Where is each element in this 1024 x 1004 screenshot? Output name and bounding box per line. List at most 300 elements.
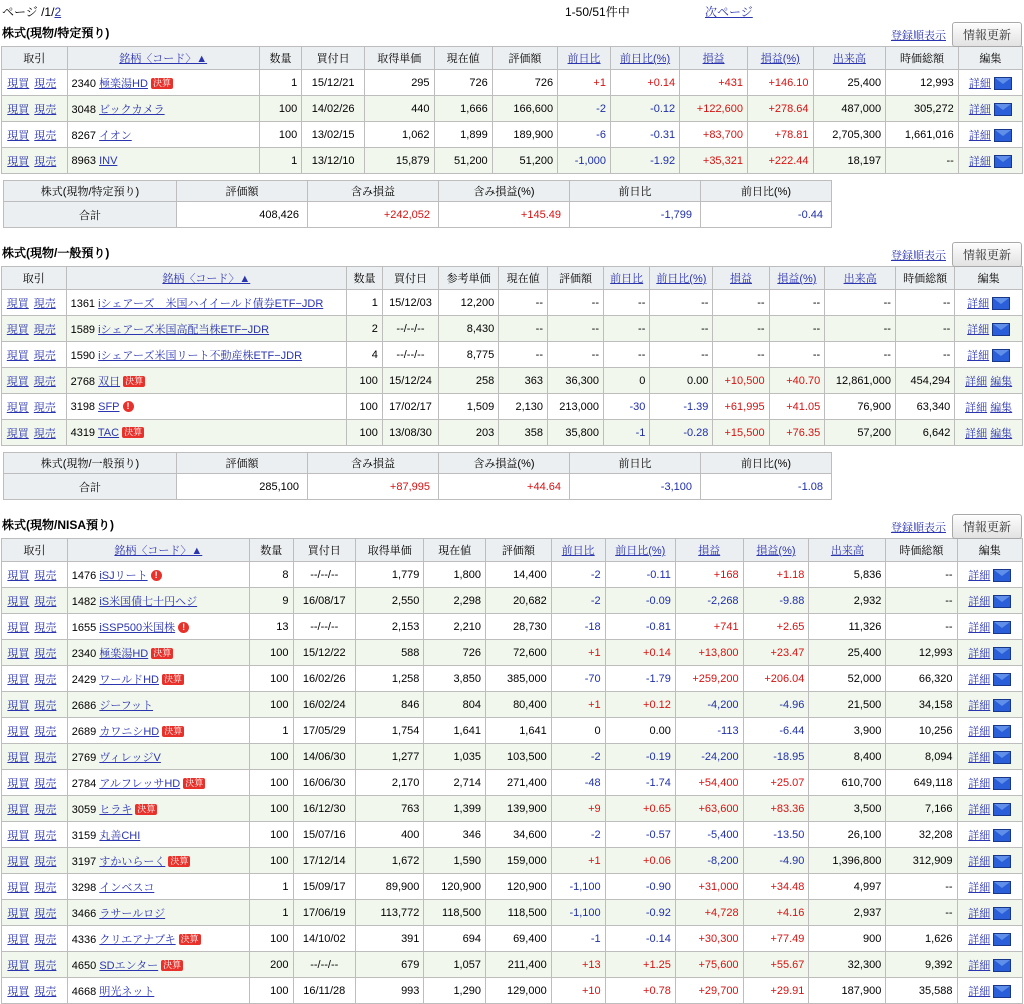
- unit-price-cell: 2,153: [356, 614, 424, 640]
- mail-icon[interactable]: [993, 777, 1011, 790]
- edit-cell: [957, 614, 1022, 640]
- pl-pct-cell: --: [769, 290, 825, 316]
- col-plp[interactable]: [769, 267, 825, 290]
- trade-cell: [2, 692, 68, 718]
- summary-col-val: 評価額: [177, 453, 308, 474]
- stock-name-link[interactable]: 明光ネット: [99, 985, 155, 998]
- market-cap-cell: 6,642: [895, 420, 954, 446]
- market-cap-cell: 34,158: [886, 692, 957, 718]
- pl-pct-cell: --: [769, 316, 825, 342]
- col-name-link[interactable]: 銘柄〈コード〉▲: [162, 273, 251, 285]
- qty-cell: 100: [249, 770, 293, 796]
- detail-link[interactable]: 詳細: [968, 77, 991, 90]
- edit-cell: [958, 96, 1022, 122]
- sell-link[interactable]: 現売: [34, 569, 57, 582]
- col-plp-link[interactable]: 損益(%): [777, 273, 817, 285]
- detail-link[interactable]: 詳細: [968, 647, 991, 660]
- purchase-date-cell: 13/08/30: [382, 420, 438, 446]
- register-order-link-1[interactable]: 登録順表示: [890, 29, 946, 42]
- col-vol[interactable]: [813, 47, 886, 70]
- stock-name-link[interactable]: ワールドHD: [99, 673, 159, 686]
- market-cap-cell: 10,256: [886, 718, 957, 744]
- sell-link[interactable]: 現売: [34, 699, 57, 712]
- col-plp[interactable]: [747, 47, 813, 70]
- buy-link[interactable]: 現買: [7, 595, 30, 608]
- sell-link[interactable]: 現売: [33, 401, 56, 414]
- sell-link[interactable]: 現売: [33, 427, 56, 440]
- table-row: [2, 148, 1023, 174]
- stock-code: 1476: [71, 569, 100, 582]
- stock-code: 3198: [70, 400, 99, 413]
- sell-link[interactable]: 現売: [34, 77, 57, 90]
- buy-link[interactable]: 現買: [7, 855, 30, 868]
- detail-link[interactable]: 詳細: [968, 569, 991, 582]
- mail-icon[interactable]: [994, 129, 1012, 142]
- stock-name-link[interactable]: iSSP500米国株: [99, 621, 176, 634]
- table-row: [2, 588, 1023, 614]
- stock-name-link[interactable]: iSJリート: [99, 569, 148, 582]
- col-name-link[interactable]: 銘柄〈コード〉▲: [119, 53, 208, 65]
- refresh-button-3[interactable]: 情報更新: [952, 514, 1022, 539]
- table-row: [2, 420, 1023, 446]
- buy-link[interactable]: 現買: [7, 647, 30, 660]
- mail-icon[interactable]: [993, 855, 1011, 868]
- purchase-date-cell: 16/02/26: [293, 666, 355, 692]
- edit-link[interactable]: 編集: [990, 375, 1013, 388]
- buy-link[interactable]: 現買: [7, 907, 30, 920]
- table-row: [2, 796, 1023, 822]
- refresh-button-2[interactable]: 情報更新: [952, 242, 1022, 267]
- pl-pct-cell: +41.05: [769, 394, 825, 420]
- col-name-link[interactable]: 銘柄〈コード〉▲: [114, 545, 203, 557]
- trade-cell: [2, 848, 68, 874]
- edit-cell: [957, 744, 1022, 770]
- buy-link[interactable]: 現買: [7, 803, 30, 816]
- sell-link[interactable]: 現売: [34, 829, 57, 842]
- valuation-cell: --: [548, 316, 604, 342]
- table-header-row: [2, 267, 1023, 290]
- purchase-date-cell: 16/11/28: [293, 978, 355, 1004]
- market-cap-cell: --: [886, 148, 959, 174]
- sell-link[interactable]: 現売: [33, 349, 56, 362]
- edit-cell: [957, 588, 1022, 614]
- summary-chgp-1: -0.44: [701, 202, 832, 228]
- mail-icon[interactable]: [993, 829, 1011, 842]
- mail-icon[interactable]: [993, 881, 1011, 894]
- mail-icon[interactable]: [993, 569, 1011, 582]
- edit-cell: [955, 342, 1023, 368]
- trade-cell: [2, 744, 68, 770]
- edit-link[interactable]: 編集: [990, 401, 1013, 414]
- sell-link[interactable]: 現売: [34, 673, 57, 686]
- mail-icon[interactable]: [993, 647, 1011, 660]
- stock-name-link[interactable]: iS米国債七十円ヘジ: [99, 595, 198, 608]
- table-row: [2, 316, 1023, 342]
- sell-link[interactable]: 現売: [34, 155, 57, 168]
- table-row: [2, 692, 1023, 718]
- col-vol-link[interactable]: 出来高: [832, 53, 866, 65]
- mail-icon[interactable]: [993, 725, 1011, 738]
- edit-cell: [957, 874, 1022, 900]
- buy-link[interactable]: 現買: [7, 933, 30, 946]
- market-cap-cell: 12,993: [886, 640, 957, 666]
- buy-link[interactable]: 現買: [7, 725, 30, 738]
- edit-link[interactable]: 編集: [990, 427, 1013, 440]
- detail-link[interactable]: 詳細: [968, 881, 991, 894]
- col-pl[interactable]: [713, 267, 769, 290]
- stock-name-link[interactable]: すかいらーく: [99, 855, 166, 868]
- buy-link[interactable]: 現買: [7, 829, 30, 842]
- current-price-cell: 1,035: [424, 744, 486, 770]
- mail-icon[interactable]: [992, 297, 1010, 310]
- mail-icon[interactable]: [994, 77, 1012, 90]
- pl-cell: +63,600: [675, 796, 743, 822]
- current-price-cell: 804: [424, 692, 486, 718]
- qty-cell: 100: [249, 822, 293, 848]
- purchase-date-cell: 16/06/30: [293, 770, 355, 796]
- buy-link[interactable]: 現買: [6, 297, 29, 310]
- col-chgp-link[interactable]: 前日比(%): [620, 53, 671, 65]
- pl-cell: +168: [675, 562, 743, 588]
- detail-link[interactable]: 詳細: [968, 595, 991, 608]
- buy-link[interactable]: 現買: [6, 401, 29, 414]
- change-cell: --: [604, 316, 650, 342]
- pl-pct-cell: +78.81: [747, 122, 813, 148]
- buy-link[interactable]: 現買: [6, 349, 29, 362]
- sell-link[interactable]: 現売: [33, 375, 56, 388]
- sell-link[interactable]: 現売: [34, 595, 57, 608]
- pl-cell: -113: [675, 718, 743, 744]
- market-cap-cell: 32,208: [886, 822, 957, 848]
- stock-name-link[interactable]: TAC: [97, 426, 120, 439]
- buy-link[interactable]: 現買: [7, 959, 30, 972]
- buy-link[interactable]: 現買: [6, 375, 29, 388]
- register-order-link-3[interactable]: 登録順表示: [890, 521, 946, 534]
- trade-cell: [2, 926, 68, 952]
- detail-link[interactable]: 詳細: [968, 855, 991, 868]
- market-cap-cell: --: [886, 614, 957, 640]
- col-pl[interactable]: [675, 539, 743, 562]
- edit-cell: [955, 394, 1023, 420]
- detail-link[interactable]: 詳細: [968, 751, 991, 764]
- col-vol-link[interactable]: 出来高: [830, 545, 864, 557]
- detail-link[interactable]: 詳細: [968, 699, 991, 712]
- volume-cell: 25,400: [813, 70, 886, 96]
- trade-cell: [2, 588, 68, 614]
- earnings-badge: 決算: [164, 726, 183, 737]
- detail-link[interactable]: 詳細: [968, 103, 991, 116]
- detail-link[interactable]: 詳細: [965, 375, 988, 388]
- detail-link[interactable]: 詳細: [968, 673, 991, 686]
- result-count: 1-50/51件中: [565, 5, 630, 19]
- stock-cell: [67, 640, 249, 666]
- col-chg[interactable]: [551, 539, 605, 562]
- buy-link[interactable]: 現買: [6, 323, 29, 336]
- sell-link[interactable]: 現売: [34, 881, 57, 894]
- sell-link[interactable]: 現売: [34, 129, 57, 142]
- col-chgp[interactable]: [650, 267, 713, 290]
- stock-name-link[interactable]: iシェアーズ 米国ハイイールド債券ETF−JDR: [98, 297, 324, 310]
- sell-link[interactable]: 現売: [34, 621, 57, 634]
- stock-code: 1482: [71, 595, 100, 608]
- change-cell: +1: [558, 70, 611, 96]
- sell-link[interactable]: 現売: [33, 323, 56, 336]
- change-cell: -70: [551, 666, 605, 692]
- mail-icon[interactable]: [993, 959, 1011, 972]
- sell-link[interactable]: 現売: [34, 751, 57, 764]
- unit-price-cell: 1,258: [356, 666, 424, 692]
- stock-name-link[interactable]: 極楽湯HD: [99, 647, 149, 660]
- mail-icon[interactable]: [993, 985, 1011, 998]
- stock-name-link[interactable]: アルフレッサHD: [99, 777, 181, 790]
- col-chg[interactable]: [558, 47, 611, 70]
- mail-icon[interactable]: [994, 155, 1012, 168]
- detail-link[interactable]: 詳細: [968, 829, 991, 842]
- sell-link[interactable]: 現売: [34, 647, 57, 660]
- detail-link[interactable]: 詳細: [965, 401, 988, 414]
- unit-price-cell: 1,754: [356, 718, 424, 744]
- sell-link[interactable]: 現売: [34, 803, 57, 816]
- change-cell: -2: [558, 96, 611, 122]
- mail-icon[interactable]: [993, 699, 1011, 712]
- table-row: [2, 96, 1023, 122]
- sell-link[interactable]: 現売: [34, 855, 57, 868]
- stock-name-link[interactable]: カワニシHD: [99, 725, 160, 738]
- detail-link[interactable]: 詳細: [967, 297, 990, 310]
- market-cap-cell: --: [895, 342, 954, 368]
- detail-link[interactable]: 詳細: [967, 349, 990, 362]
- valuation-cell: 211,400: [485, 952, 551, 978]
- summary-title-2: 株式(現物/一般預り): [4, 453, 177, 474]
- summary-val-2: 285,100: [177, 474, 308, 500]
- col-plp[interactable]: [743, 539, 809, 562]
- detail-link[interactable]: 詳細: [968, 907, 991, 920]
- table-row: [2, 640, 1023, 666]
- detail-link[interactable]: 詳細: [968, 803, 991, 816]
- section-title-ippan: 株式(現物/一般預り): [2, 246, 110, 260]
- qty-cell: 200: [249, 952, 293, 978]
- col-chg-link[interactable]: 前日比: [610, 273, 644, 285]
- col-plp-link[interactable]: 損益(%): [760, 53, 800, 65]
- sell-link[interactable]: 現売: [34, 907, 57, 920]
- col-plp-link[interactable]: 損益(%): [756, 545, 796, 557]
- edit-cell: [957, 718, 1022, 744]
- col-pl[interactable]: [680, 47, 748, 70]
- stock-name-link[interactable]: ヒラキ: [99, 803, 133, 816]
- col-pl-link[interactable]: 損益: [702, 53, 725, 65]
- current-price-cell: 1,290: [424, 978, 486, 1004]
- qty-cell: 100: [249, 796, 293, 822]
- buy-link[interactable]: 現買: [7, 129, 30, 142]
- sell-link[interactable]: 現売: [34, 985, 57, 998]
- stock-cell: [67, 562, 249, 588]
- stock-name-link[interactable]: ビックカメラ: [99, 103, 165, 116]
- mail-icon[interactable]: [992, 323, 1010, 336]
- summary-value-row: [4, 474, 832, 500]
- col-vol-link[interactable]: 出来高: [843, 273, 877, 285]
- trade-cell: [2, 394, 67, 420]
- stock-cell: [67, 588, 249, 614]
- stock-cell: [67, 744, 249, 770]
- col-chgp[interactable]: [605, 539, 675, 562]
- summary-value-row: [4, 202, 832, 228]
- refresh-button-1[interactable]: 情報更新: [952, 22, 1022, 47]
- qty-cell: 1: [259, 70, 301, 96]
- buy-link[interactable]: 現買: [7, 699, 30, 712]
- purchase-date-cell: --/--/--: [293, 614, 355, 640]
- stock-name-link[interactable]: SDエンター: [99, 959, 159, 972]
- mail-icon[interactable]: [993, 751, 1011, 764]
- mail-icon[interactable]: [993, 803, 1011, 816]
- mail-icon[interactable]: [993, 933, 1011, 946]
- detail-link[interactable]: 詳細: [968, 129, 991, 142]
- volume-cell: 32,300: [809, 952, 886, 978]
- change-pct-cell: -1.92: [610, 148, 679, 174]
- detail-link[interactable]: 詳細: [968, 155, 991, 168]
- mail-icon[interactable]: [993, 907, 1011, 920]
- change-cell: -2: [551, 744, 605, 770]
- qty-cell: 100: [249, 978, 293, 1004]
- detail-link[interactable]: 詳細: [968, 985, 991, 998]
- earnings-badge: 決算: [163, 960, 182, 971]
- mail-icon[interactable]: [992, 349, 1010, 362]
- stock-name-link[interactable]: SFP: [98, 400, 120, 413]
- detail-link[interactable]: 詳細: [967, 323, 990, 336]
- change-pct-cell: -0.09: [605, 588, 675, 614]
- market-cap-cell: 1,661,016: [886, 122, 959, 148]
- mail-icon[interactable]: [993, 673, 1011, 686]
- buy-link[interactable]: 現買: [7, 751, 30, 764]
- stock-name-link[interactable]: インベスコ: [99, 881, 155, 894]
- section-actions-3: [891, 514, 1022, 539]
- page-total-link[interactable]: 2: [54, 5, 62, 19]
- stock-name-link[interactable]: iシェアーズ米国リート不動産株ETF−JDR: [98, 349, 303, 362]
- stock-name-link[interactable]: クリエアナブキ: [99, 933, 176, 946]
- buy-link[interactable]: 現買: [7, 881, 30, 894]
- change-cell: -30: [604, 394, 650, 420]
- pl-pct-cell: +83.36: [743, 796, 809, 822]
- mail-icon[interactable]: [994, 103, 1012, 116]
- col-name[interactable]: [66, 267, 347, 290]
- change-pct-cell: -0.12: [610, 96, 679, 122]
- section-title-nisa: 株式(現物/NISA預り): [2, 518, 114, 532]
- col-qty: 数量: [249, 539, 293, 562]
- purchase-date-cell: 15/09/17: [293, 874, 355, 900]
- change-cell: --: [604, 290, 650, 316]
- buy-link[interactable]: 現買: [7, 673, 30, 686]
- stock-code: 3048: [71, 103, 100, 116]
- stock-cell: [67, 900, 249, 926]
- detail-link[interactable]: 詳細: [968, 959, 991, 972]
- stock-name-link[interactable]: ヴィレッジV: [99, 751, 161, 764]
- stock-name-link[interactable]: iシェアーズ米国高配当株ETF−JDR: [98, 323, 270, 336]
- col-chg-link[interactable]: 前日比: [567, 53, 601, 65]
- col-qty: 数量: [347, 267, 383, 290]
- stock-name-link[interactable]: 丸善CHI: [99, 829, 141, 842]
- stock-name-link[interactable]: イオン: [99, 129, 132, 142]
- sell-link[interactable]: 現売: [34, 103, 57, 116]
- sell-link[interactable]: 現売: [34, 725, 57, 738]
- stock-name-link[interactable]: 双日: [98, 375, 121, 388]
- col-chgp[interactable]: [610, 47, 679, 70]
- current-price-cell: --: [499, 290, 548, 316]
- pl-pct-cell: -9.88: [743, 588, 809, 614]
- pl-cell: +35,321: [680, 148, 748, 174]
- col-name[interactable]: [67, 47, 259, 70]
- table-row: [2, 718, 1023, 744]
- purchase-date-cell: 17/05/29: [293, 718, 355, 744]
- detail-link[interactable]: 詳細: [968, 777, 991, 790]
- buy-link[interactable]: 現買: [7, 985, 30, 998]
- buy-link[interactable]: 現買: [7, 155, 30, 168]
- stock-cell: [67, 666, 249, 692]
- stock-name-link[interactable]: 極楽湯HD: [99, 77, 148, 90]
- col-vol[interactable]: [809, 539, 886, 562]
- stock-name-link[interactable]: ジーフット: [99, 699, 154, 712]
- earnings-badge: 決算: [185, 778, 204, 789]
- stock-name-link[interactable]: ラサールロジ: [99, 907, 166, 920]
- unit-price-cell: 763: [356, 796, 424, 822]
- unit-price-cell: 400: [356, 822, 424, 848]
- summary-col-pl: 含み損益: [308, 181, 439, 202]
- col-chg[interactable]: [604, 267, 650, 290]
- earnings-badge: 決算: [137, 804, 156, 815]
- buy-link[interactable]: 現買: [6, 427, 29, 440]
- sell-link[interactable]: 現売: [34, 777, 57, 790]
- next-page-link[interactable]: 次ページ: [705, 5, 753, 19]
- market-cap-cell: 63,340: [895, 394, 954, 420]
- stock-code: 4668: [71, 985, 100, 998]
- buy-link[interactable]: 現買: [7, 103, 30, 116]
- detail-link[interactable]: 詳細: [968, 725, 991, 738]
- buy-link[interactable]: 現買: [7, 569, 30, 582]
- detail-link[interactable]: 詳細: [965, 427, 988, 440]
- sell-link[interactable]: 現売: [33, 297, 56, 310]
- unit-price-cell: 8,430: [439, 316, 499, 342]
- col-chgp-link[interactable]: 前日比(%): [615, 545, 666, 557]
- detail-link[interactable]: 詳細: [968, 933, 991, 946]
- col-chg-link[interactable]: 前日比: [561, 545, 595, 557]
- current-price-cell: 2,210: [424, 614, 486, 640]
- col-vol[interactable]: [825, 267, 896, 290]
- col-name[interactable]: [67, 539, 249, 562]
- current-price-cell: 1,899: [434, 122, 492, 148]
- edit-cell: [957, 978, 1022, 1004]
- buy-link[interactable]: 現買: [7, 621, 30, 634]
- col-chgp-link[interactable]: 前日比(%): [656, 273, 707, 285]
- alert-icon: !: [123, 401, 134, 412]
- buy-link[interactable]: 現買: [7, 777, 30, 790]
- pl-pct-cell: --: [769, 342, 825, 368]
- current-price-cell: 51,200: [434, 148, 492, 174]
- register-order-link-2[interactable]: 登録順表示: [890, 249, 946, 262]
- col-pl-link[interactable]: 損益: [698, 545, 721, 557]
- mail-icon[interactable]: [993, 595, 1011, 608]
- stock-name-link[interactable]: INV: [99, 154, 118, 167]
- pl-cell: +741: [675, 614, 743, 640]
- unit-price-cell: 8,775: [439, 342, 499, 368]
- buy-link[interactable]: 現買: [7, 77, 30, 90]
- col-trade: 取引: [2, 267, 67, 290]
- sell-link[interactable]: 現売: [34, 959, 57, 972]
- market-cap-cell: --: [886, 562, 957, 588]
- detail-link[interactable]: 詳細: [968, 621, 991, 634]
- col-pl-link[interactable]: 損益: [729, 273, 752, 285]
- edit-cell: [957, 692, 1022, 718]
- mail-icon[interactable]: [993, 621, 1011, 634]
- volume-cell: 21,500: [809, 692, 886, 718]
- sell-link[interactable]: 現売: [34, 933, 57, 946]
